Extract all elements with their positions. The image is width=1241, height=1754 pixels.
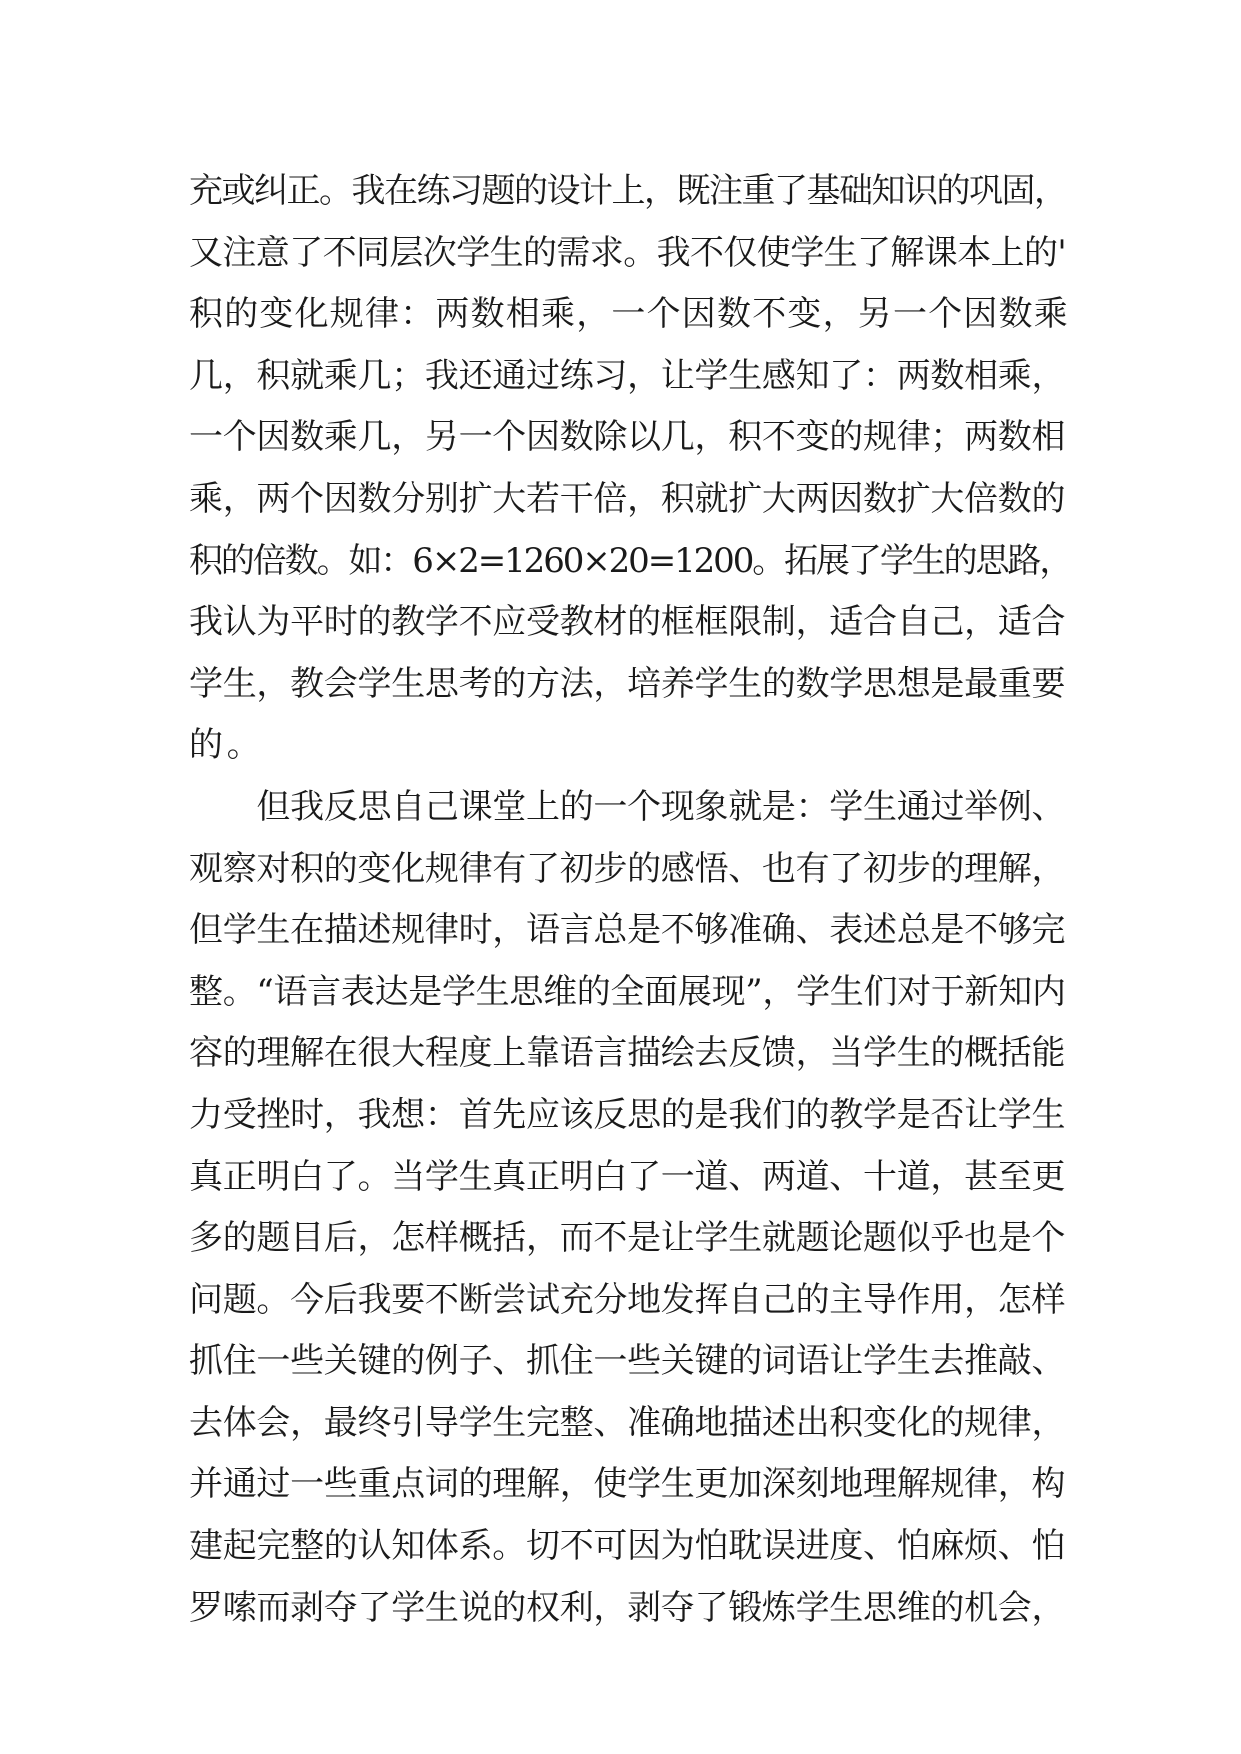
text-line: 积的变化规律：两数相乘，一个因数不变，另一个因数乘 xyxy=(189,294,1069,335)
text-line: 的。 xyxy=(189,725,265,766)
text-line: 真正明白了。当学生真正明白了一道、两道、十道，甚至更 xyxy=(189,1156,1066,1197)
text-line: 观察对积的变化规律有了初步的感悟、也有了初步的理解， xyxy=(189,848,1066,889)
text-line: 去体会，最终引导学生完整、准确地描述出积变化的规律， xyxy=(189,1402,1066,1443)
text-line: 一个因数乘几，另一个因数除以几，积不变的规律；两数相 xyxy=(189,417,1066,458)
text-line: 问题。今后我要不断尝试充分地发挥自己的主导作用，怎样 xyxy=(189,1279,1066,1320)
text-line: 又注意了不同层次学生的需求。我不仅使学生了解课本上的' xyxy=(189,232,1067,273)
text-line: 容的理解在很大程度上靠语言描绘去反馈，当学生的概括能 xyxy=(189,1033,1066,1074)
text-line: 罗嗦而剥夺了学生说的权利，剥夺了锻炼学生思维的机会， xyxy=(189,1587,1066,1628)
text-line: 并通过一些重点词的理解，使学生更加深刻地理解规律，构 xyxy=(189,1464,1066,1505)
text-line: 建起完整的认知体系。切不可因为怕耽误进度、怕麻烦、怕 xyxy=(189,1526,1066,1567)
paragraph-start-line: 但我反思自己课堂上的一个现象就是：学生通过举例、 xyxy=(189,786,1066,827)
text-line: 整。“语言表达是学生思维的全面展现”，学生们对于新知内 xyxy=(189,971,1066,1012)
text-line: 充或纠正。我在练习题的设计上，既注重了基础知识的巩固， xyxy=(189,171,1067,211)
text-line: 几，积就乘几；我还通过练习，让学生感知了：两数相乘， xyxy=(189,355,1066,396)
text-line: 乘，两个因数分别扩大若干倍，积就扩大两因数扩大倍数的 xyxy=(189,478,1066,519)
text-line: 积的倍数。如：6×2=1260×20=1200。拓展了学生的思路， xyxy=(189,540,1072,581)
text-line: 但学生在描述规律时，语言总是不够准确、表述总是不够完 xyxy=(189,910,1066,951)
body-text xyxy=(189,161,1072,1639)
text-line: 多的题目后，怎样概括，而不是让学生就题论题似乎也是个 xyxy=(189,1218,1066,1259)
text-line: 学生，教会学生思考的方法，培养学生的数学思想是最重要 xyxy=(189,663,1066,704)
text-line: 我认为平时的教学不应受教材的框框限制，适合自己，适合 xyxy=(189,602,1066,643)
text-line: 抓住一些关键的例子、抓住一些关键的词语让学生去推敲、 xyxy=(189,1341,1066,1382)
text-line: 力受挫时，我想：首先应该反思的是我们的教学是否让学生 xyxy=(189,1094,1066,1135)
